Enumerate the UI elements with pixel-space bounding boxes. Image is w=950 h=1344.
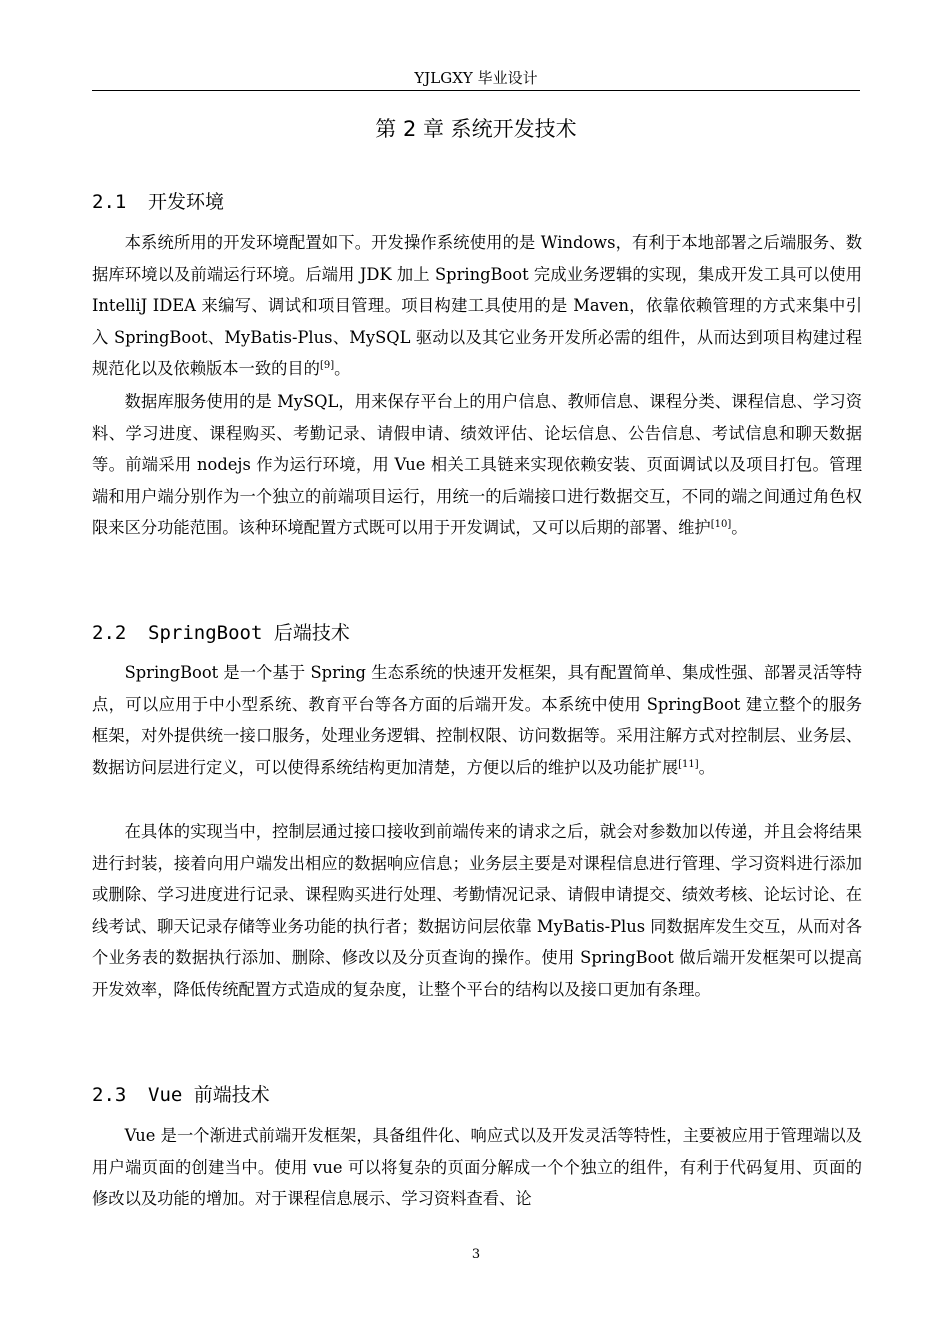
paragraph-text: 本系统所用的开发环境配置如下。开发操作系统使用的是 Windows，有利于本地部署之后端服务、数据库环境以及前端运行环境。后端用 JDK 加上 SpringBoot 完成业务逻辑的实现，集成开发工具可以使用 IntelliJ IDEA 来编写、调试和项目管理。项目构建工具使用的是 Maven，依靠依赖管理的方式来集中引入 SpringBoot、MyBatis-Plus、MySQL 驱动以及其它业务开发所必需的组件，从而达到项目构建过程规范化以及依赖版本一致的目的 <box>92 233 862 379</box>
section-number: 2.2 <box>92 622 127 644</box>
section-heading-2-1 <box>92 188 860 216</box>
paragraph-text: 数据库服务使用的是 MySQL，用来保存平台上的用户信息、教师信息、课程分类、课程信息、学习资料、学习进度、课程购买、考勤记录、请假申请、绩效评估、论坛信息、公告信息、考试信息和聊天数据等。前端采用 nodejs 作为运行环境，用 Vue 相关工具链来实现依赖安装、页面调试以及项目打包。管理端和用户端分别作为一个独立的前端项目运行，用统一的后端接口进行数据交互，不同的端之间通过角色权限来区分功能范围。该种环境配置方式既可以用于开发调试，又可以后期的部署、维护 <box>92 392 862 538</box>
paragraph-tail: 。 <box>698 757 715 777</box>
paragraph-tail: 。 <box>731 518 748 538</box>
section-heading-2-3 <box>92 1081 860 1109</box>
section-title: 前端技术 <box>193 1084 270 1106</box>
page-number: 3 <box>471 1247 481 1262</box>
paragraph-2-2-2 <box>92 816 862 1006</box>
paragraph-2-3-1 <box>92 1120 862 1215</box>
citation-marker: [10] <box>710 519 732 531</box>
paragraph-tail: 。 <box>334 359 351 379</box>
page-header <box>92 68 860 91</box>
paragraph-text: 在具体的实现当中，控制层通过接口接收到前端传来的请求之后，就会对参数加以传递，并且会将结果进行封装，接着向用户端发出相应的数据响应信息；业务层主要是对课程信息进行管理、学习资料进行添加或删除、学习进度进行记录、课程购买进行处理、考勤情况记录、请假申请提交、绩效考核、论坛讨论、在线考试、聊天记录存储等业务功能的执行者；数据访问层依靠 MyBatis-Plus 同数据库发生交互，从而对各个业务表的数据执行添加、删除、修改以及分页查询的操作。使用 SpringBoot 做后端开发框架可以提高开发效率，降低传统配置方式造成的复杂度，让整个平台的结构以及接口更加有条理。 <box>92 822 862 999</box>
section-title: 后端技术 <box>273 622 350 644</box>
paragraph-2-2-1 <box>92 657 862 783</box>
header-text: YJLGXY 毕业设计 <box>414 69 538 87</box>
paragraph-2-1-2 <box>92 386 862 544</box>
paragraph-text: SpringBoot 是一个基于 Spring 生态系统的快速开发框架，具有配置简单、集成性强、部署灵活等特点，可以应用于中小型系统、教育平台等各方面的后端开发。本系统中使用 SpringBoot 建立整个的服务框架，对外提供统一接口服务，处理业务逻辑、控制权限、访问数据等。采用注解方式对控制层、业务层、数据访问层进行定义，可以使得系统结构更加清楚，方便以后的维护以及功能扩展 <box>92 663 862 777</box>
section-number: 2.3 <box>92 1084 127 1106</box>
section-title: 开发环境 <box>148 191 225 213</box>
section-title-latin: Vue <box>148 1084 183 1106</box>
citation-marker: [9] <box>319 360 335 372</box>
paragraph-text: Vue 是一个渐进式前端开发框架，具备组件化、响应式以及开发灵活等特性，主要被应用于管理端以及用户端页面的创建当中。使用 vue 可以将复杂的页面分解成一个个独立的组件，有利于代码复用、页面的修改以及功能的增加。对于课程信息展示、学习资料查看、论 <box>92 1126 862 1209</box>
chapter-title: 第 2 章 系统开发技术 <box>375 117 577 141</box>
paragraph-2-1-1 <box>92 227 862 385</box>
section-number: 2.1 <box>92 191 127 213</box>
section-heading-2-2 <box>92 619 860 647</box>
citation-marker: [11] <box>678 758 699 770</box>
section-title-latin: SpringBoot <box>148 622 263 644</box>
